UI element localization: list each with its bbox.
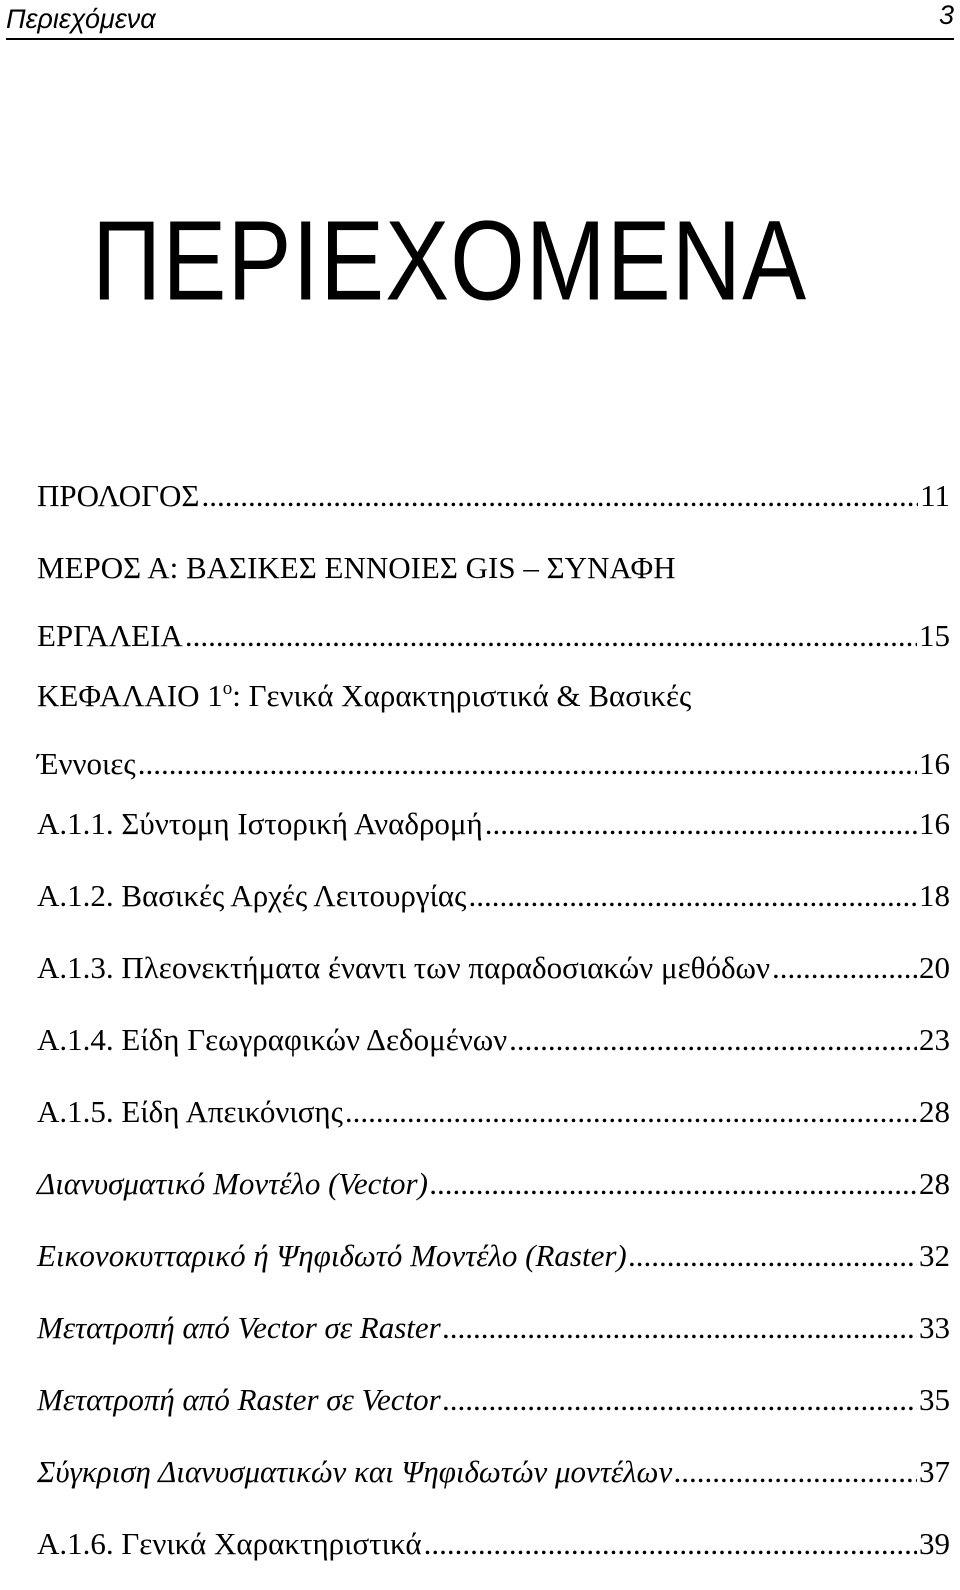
toc-entry-text: A.1.4. Είδη Γεωγραφικών Δεδομένων — [37, 1022, 508, 1057]
toc-leader-dots — [509, 1022, 917, 1058]
toc-leader-dots — [443, 1382, 917, 1418]
toc-leader-dots — [424, 1526, 917, 1562]
toc-page-number: 15 — [919, 618, 950, 653]
toc-leader-dots — [345, 1094, 917, 1130]
ordinal-superscript: ο — [222, 678, 233, 699]
toc-leader-dots — [201, 478, 918, 514]
toc-entry-a-1-3[interactable] — [37, 942, 950, 1014]
toc-entry-chapter-1[interactable] — [37, 670, 950, 798]
toc-entry-text: ΕΡΓΑΛΕΙΑ — [37, 618, 183, 653]
toc-leader-dots — [185, 618, 917, 654]
toc-entry-text: Έννοιες — [37, 746, 136, 781]
toc-entry-part-a[interactable] — [37, 542, 950, 670]
toc-page-number: 28 — [919, 1166, 950, 1201]
toc-entry-text: A.1.1. Σύντομη Ιστορική Αναδρομή — [37, 806, 483, 841]
toc-entry-vector-model[interactable] — [37, 1158, 950, 1230]
toc-leader-dots — [629, 1238, 917, 1274]
toc-leader-dots — [674, 1454, 917, 1490]
toc-entry-text-line1 — [37, 678, 691, 714]
page-title: ΠΕΡΙΕΧΟΜΕΝΑ — [92, 197, 808, 325]
toc-entry-raster-to-vector[interactable] — [37, 1374, 950, 1446]
running-header — [6, 0, 954, 40]
toc-entry-a-1-1[interactable] — [37, 798, 950, 870]
toc-leader-dots — [430, 1166, 917, 1202]
toc-page-number: 28 — [919, 1094, 950, 1129]
toc-entry-model-comparison[interactable] — [37, 1446, 950, 1518]
toc-entry-a-1-4[interactable] — [37, 1014, 950, 1086]
toc-entry-text: ΠΡΟΛΟΓΟΣ — [37, 478, 200, 513]
toc-entry-a-1-2[interactable] — [37, 870, 950, 942]
toc-leader-dots — [468, 878, 917, 914]
toc-leader-dots — [772, 950, 917, 986]
toc-entry-text: Μετατροπή από Raster σε Vector — [37, 1382, 441, 1417]
toc-entry-a-1-6[interactable] — [37, 1518, 950, 1590]
toc-page-number: 39 — [919, 1526, 950, 1561]
toc-page-number: 20 — [919, 950, 950, 985]
toc-entry-raster-model[interactable] — [37, 1230, 950, 1302]
toc-entry-text: A.1.6. Γενικά Χαρακτηριστικά — [37, 1526, 422, 1561]
toc-entry-text: A.1.2. Βασικές Αρχές Λειτουργίας — [37, 878, 467, 913]
table-of-contents — [37, 470, 950, 1590]
chapter-title: : Γενικά Χαρακτηριστικά & Βασικές — [232, 678, 692, 713]
toc-entry-text: A.1.5. Είδη Απεικόνισης — [37, 1094, 343, 1129]
toc-entry-text: Εικονοκυτταρικό ή Ψηφιδωτό Μοντέλο (Raster) — [37, 1238, 627, 1273]
toc-page-number: 37 — [919, 1454, 950, 1489]
toc-entry-text: Μετατροπή από Vector σε Raster — [37, 1310, 441, 1345]
chapter-label: ΚΕΦΑΛΑΙΟ 1 — [37, 678, 223, 713]
toc-leader-dots — [138, 746, 917, 782]
toc-entry-text: A.1.3. Πλεονεκτήματα έναντι των παραδοσιακών μεθόδων — [37, 950, 770, 985]
toc-page-number: 16 — [919, 806, 950, 841]
toc-page-number: 33 — [919, 1310, 950, 1345]
toc-page-number: 35 — [919, 1382, 950, 1417]
toc-entry-text: Διανυσματικό Μοντέλο (Vector) — [37, 1166, 428, 1201]
toc-page-number: 11 — [920, 478, 950, 513]
toc-entry-text: Σύγκριση Διανυσματικών και Ψηφιδωτών μοντέλων — [37, 1454, 673, 1489]
toc-entry-prologue[interactable] — [37, 470, 950, 542]
toc-entry-vector-to-raster[interactable] — [37, 1302, 950, 1374]
header-section-title: Περιεχόμενα — [6, 4, 156, 34]
toc-entry-a-1-5[interactable] — [37, 1086, 950, 1158]
toc-page-number: 16 — [919, 746, 950, 781]
header-page-number: 3 — [938, 0, 954, 30]
toc-entry-text-line1: ΜΕΡΟΣ Α: ΒΑΣΙΚΕΣ ΕΝΝΟΙΕΣ GIS – ΣΥΝΑΦΗ — [37, 550, 676, 585]
toc-leader-dots — [443, 1310, 917, 1346]
toc-page-number: 32 — [919, 1238, 950, 1273]
toc-leader-dots — [485, 806, 917, 842]
toc-page-number: 18 — [919, 878, 950, 913]
toc-page-number: 23 — [919, 1022, 950, 1057]
